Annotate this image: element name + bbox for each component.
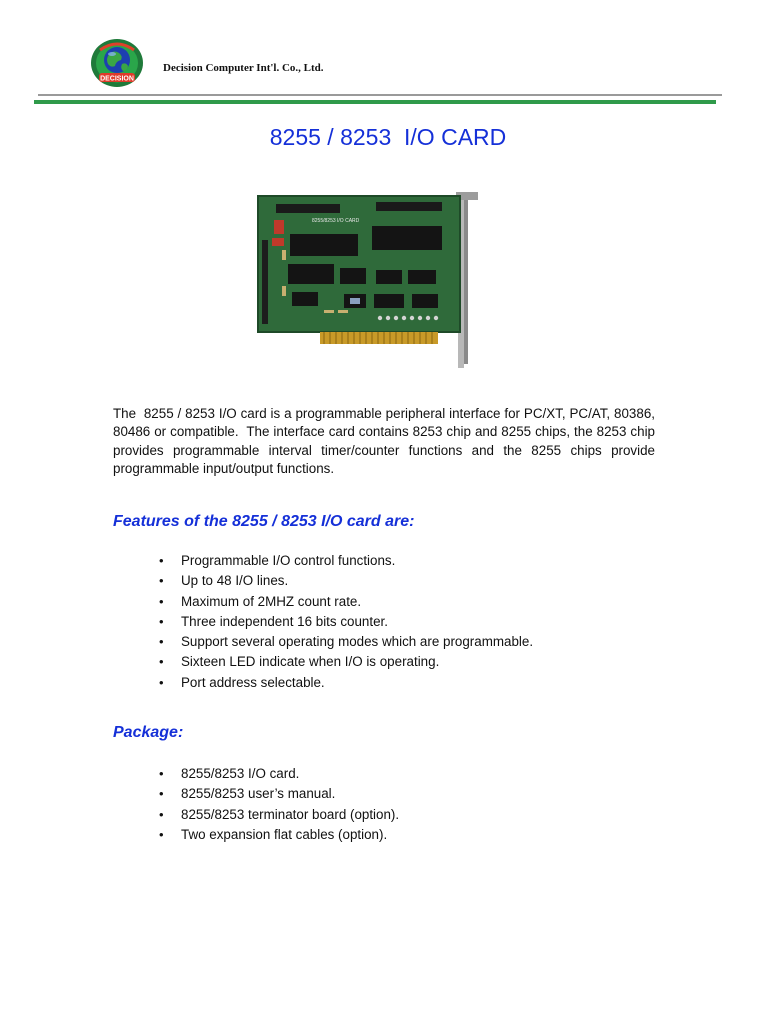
package-item: • 8255/8253 user’s manual. (157, 784, 399, 804)
isa-io-card-photo-icon (252, 190, 482, 370)
feature-item: • Port address selectable. (157, 673, 533, 693)
feature-item: • Three independent 16 bits counter. (157, 612, 533, 632)
page-title: 8255 / 8253 I/O CARD (269, 124, 507, 150)
header-divider-green (34, 100, 716, 104)
header-divider-gray (38, 94, 722, 96)
package-heading: Package: (113, 724, 184, 741)
company-name: Decision Computer Int'l. Co., Ltd. (163, 62, 324, 74)
decision-globe-logo-icon (90, 38, 144, 88)
intro-paragraph: The 8255 / 8253 I/O card is a programmable peripheral interface for PC/XT, PC/AT, 80386, 80486 or compatible. The interface card contains 8253 chip and 8255 chips, the 8253 chip provides programmable interval timer/counter functions and the 8255 chips provide programmable input/output functions. (113, 406, 659, 477)
board-label: 8255/8253 I/O CARD (312, 218, 360, 224)
feature-item: • Maximum of 2MHZ count rate. (157, 592, 533, 612)
feature-item: • Programmable I/O control functions. (157, 551, 533, 571)
logo-text: DECISION (100, 75, 134, 83)
package-item: • 8255/8253 I/O card. (157, 764, 399, 784)
package-item: • 8255/8253 terminator board (option). (157, 805, 399, 825)
feature-item: • Support several operating modes which are programmable. (157, 632, 533, 652)
feature-item: • Up to 48 I/O lines. (157, 571, 533, 591)
features-heading: Features of the 8255 / 8253 I/O card are: (113, 513, 415, 530)
package-list (157, 764, 399, 845)
features-list (157, 551, 533, 693)
package-item: • Two expansion flat cables (option). (157, 825, 399, 845)
feature-item: • Sixteen LED indicate when I/O is operating. (157, 652, 533, 672)
page-header (0, 0, 768, 110)
